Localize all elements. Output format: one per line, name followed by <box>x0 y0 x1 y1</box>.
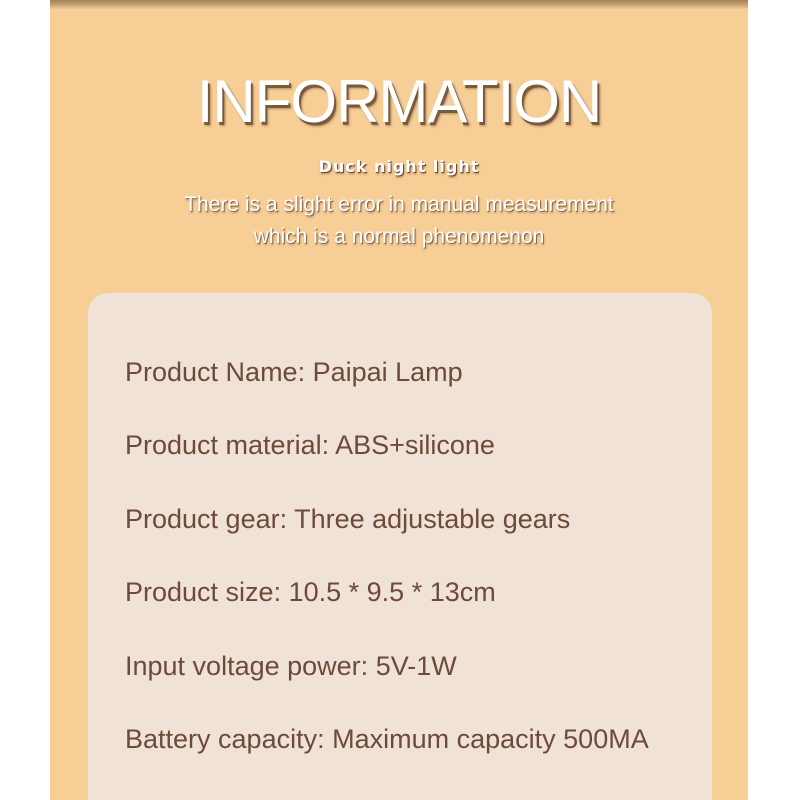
spec-row-product-gear <box>88 483 712 556</box>
spec-label: Battery capacity: <box>125 723 325 754</box>
product-subtitle: Duck night light <box>318 157 480 176</box>
spec-row-product-size <box>88 556 712 629</box>
page-title: INFORMATION <box>196 68 602 135</box>
spec-label: Input voltage power: <box>125 650 369 681</box>
spec-value: Three adjustable gears <box>294 503 571 534</box>
info-panel <box>50 0 748 800</box>
spec-value: 5V-1W <box>375 650 457 681</box>
spec-label: Product Name: <box>125 357 306 387</box>
spec-value: Paipai Lamp <box>312 357 463 387</box>
spec-value: Maximum capacity 500MA <box>332 723 649 754</box>
spec-card <box>88 293 712 800</box>
measurement-note-line-1: There is a slight error in manual measurement <box>184 193 614 216</box>
spec-value: 10.5 * 9.5 * 13cm <box>288 577 496 608</box>
measurement-note <box>50 189 748 253</box>
spec-row-battery-capacity <box>88 703 712 776</box>
spec-label: Product material: <box>125 430 330 461</box>
spec-label: Product gear: <box>125 503 288 534</box>
spec-row-product-name <box>88 336 712 409</box>
measurement-note-line-2: which is a normal phenomenon <box>253 225 545 248</box>
spec-label: Product size: <box>125 577 282 608</box>
top-image-strip <box>50 0 748 9</box>
spec-value: ABS+silicone <box>335 430 495 461</box>
spec-row-input-voltage <box>88 630 712 703</box>
spec-row-product-material <box>88 409 712 482</box>
